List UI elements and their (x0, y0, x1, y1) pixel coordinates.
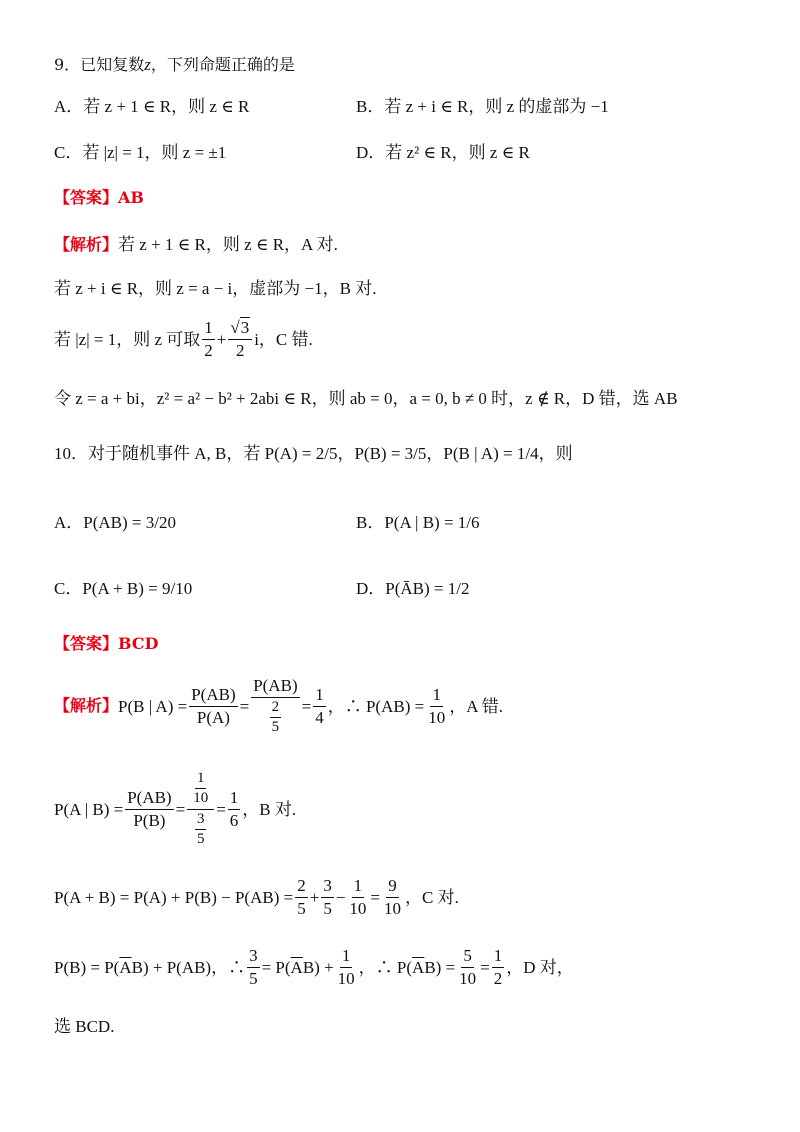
q9-stem (54, 56, 295, 73)
q9-analysis-3-post: i，C 错. (254, 329, 313, 349)
q10-analysis-3: P(A + B) = P(A) + P(B) − P(AB) = $\frac{2}{5}$ + $\frac{3}{5}$ − $\frac{1}{10}$ = $\frac{9}{10}$ ，C 对. (54, 876, 459, 918)
q9-analysis-1-text: 若 z + 1 ∈ R，则 z ∈ R，A 对. (118, 235, 338, 254)
q9-option-b: B．若 z + i ∈ R，则 z 的虚部为 −1 (356, 97, 609, 116)
q9-analysis-label: 【解析】 (54, 234, 119, 254)
q10-number: 10． (54, 444, 88, 463)
q10-analysis-2: P(A | B) = $\frac{P(AB)}{P(B)}$ = $\frac{\frac{1}{10}}{\frac{3}{5}}$ = $\frac{1}{6}$ ，B 对. (54, 770, 297, 847)
q10-stem-text: 对于随机事件 A, B，若 P(A) = 2/5，P(B) = 3/5，P(B | A) = 1/4，则 (88, 444, 573, 463)
q10-option-a: A．P(AB) = 3/20 (54, 513, 176, 532)
q10-analysis-label: 【解析】 (54, 696, 119, 716)
q10-analysis-2-tail: ，B 对. (242, 799, 297, 819)
q9-option-c: C．若 |z| = 1，则 z = ±1 (54, 143, 227, 162)
q10-analysis-1-tail: ，A 错. (449, 696, 504, 716)
q10-analysis-4: $P(B) = P(\overline{A}B) + P(AB)$，∴ $\frac{3}{5}$ = $P(\overline{A}B)$ + $\frac{1}{10}$ ，∴ $P(\overline{A}B)$ = $\frac{5}{10}$ = $\frac{1}{2}$ ，D 对， (54, 946, 574, 988)
q9-number: 9． (54, 54, 81, 74)
q10-option-b: B．P(A | B) = 1/6 (356, 513, 480, 532)
q9-option-a: A．若 z + 1 ∈ R，则 z ∈ R (54, 97, 250, 116)
q9-option-d: D．若 z² ∈ R，则 z ∈ R (356, 143, 530, 162)
q9-analysis-3: 若 |z| = 1，则 z 可取 $\frac{1}{2}$ + $\frac{√3}{2}$ i，C 错. (54, 318, 313, 360)
q10-answer (54, 636, 158, 652)
q9-analysis-1 (54, 236, 338, 253)
q10-stem (54, 445, 573, 462)
q10-answer-label: 【答案】 (54, 634, 119, 653)
q9-stem-var: z (144, 55, 151, 74)
q10-answer-value: BCD (118, 634, 159, 653)
q9-answer-value: AB (118, 188, 144, 207)
q10-final: 选 BCD. (54, 1017, 115, 1036)
q9-answer-label: 【答案】 (54, 188, 119, 207)
q9-stem-text: 已知复数 (80, 54, 145, 74)
q9-analysis-4: 令 z = a + bi，z² = a² − b² + 2abi ∈ R，则 ab = 0，a = 0, b ≠ 0 时，z ∉ R，D 错，选 AB (54, 389, 678, 408)
q9-answer (54, 190, 144, 206)
fraction-one-half: $\frac{1}{2}$ (204, 318, 213, 360)
q10-analysis-3-tail: ，C 对. (405, 887, 459, 907)
q10-option-c: C．P(A + B) = 9/10 (54, 579, 193, 598)
q9-analysis-3-pre: 若 |z| = 1，则 z 可取 (54, 329, 201, 349)
q10-analysis-4-tail: ，D 对， (506, 957, 574, 977)
q10-option-d: D．P(ĀB) = 1/2 (356, 579, 470, 598)
fraction-sqrt3-half: $\frac{√3}{2}$ (228, 318, 252, 360)
q9-stem-tail: ，下列命题正确的是 (150, 54, 295, 74)
q9-analysis-2: 若 z + i ∈ R，则 z = a − i，虚部为 −1，B 对. (54, 279, 377, 298)
q10-analysis-1: 【解析】 P(B | A) = $\frac{P(AB)}{P(A)}$ = $\frac{P(AB)}{\frac{2}{5}}$ = $\frac{1}{4}$ ，∴ P(AB) = $\frac{1}{10}$ ，A 错. (54, 676, 504, 735)
